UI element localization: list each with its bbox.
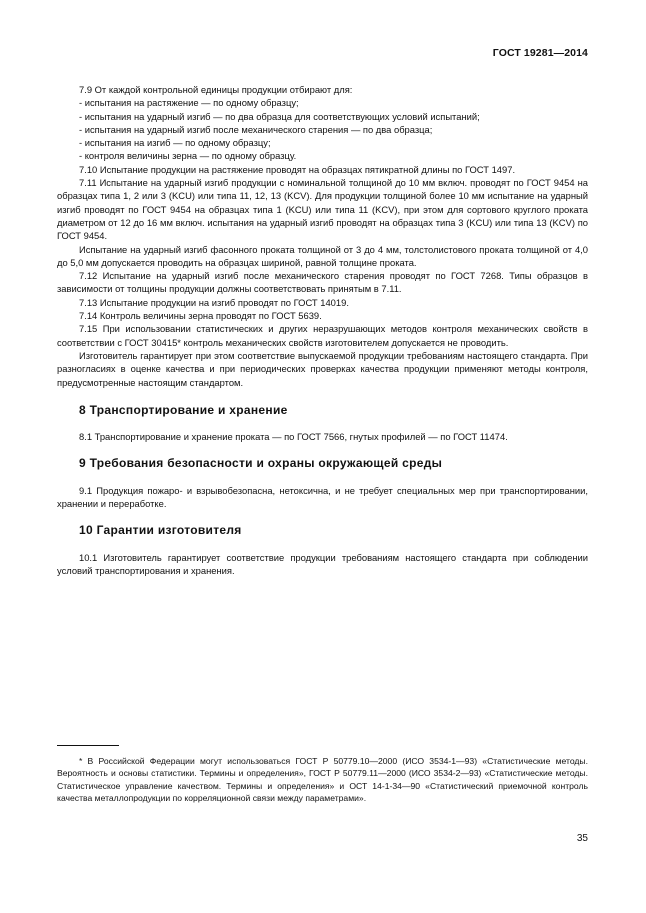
paragraph-7-11-continued: Испытание на ударный изгиб фасонного проката толщиной от 3 до 4 мм, толстолистового проката толщиной от 4,0 до 5,0 мм допускается проводить на образцах шириной, равной толщине проката. bbox=[57, 243, 588, 268]
paragraph-7-9: 7.9 От каждой контрольной единицы продукции отбирают для: bbox=[79, 84, 353, 95]
paragraph-8-1: 8.1 Транспортирование и хранение проката — по ГОСТ 7566, гнутых профилей — по ГОСТ 11474. bbox=[79, 431, 508, 443]
list-item: - испытания на ударный изгиб — по два образца для соответствующих условий испытаний; bbox=[79, 110, 480, 122]
list-item: - испытания на ударный изгиб после механического старения — по два образца; bbox=[79, 123, 433, 135]
paragraph-10-1: 10.1 Изготовитель гарантирует соответствие продукции требованиям настоящего стандарта при соблюдении условий транспортирования и хранения. bbox=[57, 551, 588, 576]
footnote-divider bbox=[57, 745, 119, 746]
footnote bbox=[57, 755, 588, 804]
paragraph-7-13: 7.13 Испытание продукции на изгиб проводят по ГОСТ 14019. bbox=[79, 296, 349, 308]
section-10-heading: 10 Гарантии изготовителя bbox=[79, 523, 242, 538]
main-content bbox=[57, 83, 588, 577]
paragraph-7-15-continued: Изготовитель гарантирует при этом соответствие выпускаемой продукции требованиям настоящего стандарта. При разногласиях в оценке качества и при периодических проверках качества продукции применяют методы контроля, предусмотренные настоящим стандартом. bbox=[57, 349, 588, 388]
page-number: 35 bbox=[576, 833, 588, 844]
paragraph-7-12: 7.12 Испытание на ударный изгиб после механического старения проводят по ГОСТ 7268. Типы образцов в зависимости от толщины продукции должны соответствовать принятым в 7.11. bbox=[57, 270, 588, 295]
paragraph-7-15: 7.15 При использовании статистических и других неразрушающих методов контроля механических свойств в соответствии с ГОСТ 30415* контроль механических свойств изготовителем допускается не проводить. bbox=[57, 323, 588, 348]
list-item: - испытания на растяжение — по одному образцу; bbox=[79, 97, 299, 109]
standard-code-header: ГОСТ 19281—2014 bbox=[492, 47, 588, 59]
paragraph-7-11: 7.11 Испытание на ударный изгиб продукции с номинальной толщиной до 10 мм включ. проводят по ГОСТ 9454 на образцах типа 1, 2 или 3 (KCU) или типа 11, 12, 13 (KCV). Для продукции толщиной более 10 мм испытание на ударный изгиб проводят по ГОСТ 9454 на образцах типа 1 (KCU) или типа 11 (KCV), при этом для сортового круглого проката диаметром от 12 до 16 мм включ. испытания на ударный изгиб проводят на образцах типа 3 (KCU) или типа 13 (KCV) по ГОСТ 9454. bbox=[57, 177, 588, 242]
paragraph-9-1: 9.1 Продукция пожаро- и взрывобезопасна, нетоксична, и не требует специальных мер при транспортировании, хранении и переработке. bbox=[57, 484, 588, 510]
list-item: - испытания на изгиб — по одному образцу; bbox=[79, 137, 271, 149]
paragraph-7-10: 7.10 Испытание продукции на растяжение проводят на образцах пятикратной длины по ГОСТ 1497. bbox=[79, 163, 516, 175]
section-8-heading: 8 Транспортирование и хранение bbox=[79, 402, 288, 417]
section-9-heading: 9 Требования безопасности и охраны окружающей среды bbox=[79, 456, 443, 471]
paragraph-7-14: 7.14 Контроль величины зерна проводят по ГОСТ 5639. bbox=[79, 310, 322, 322]
list-item: - контроля величины зерна — по одному образцу. bbox=[79, 150, 297, 162]
footnote-text: * В Российской Федерации могут использоваться ГОСТ Р 50779.10—2000 (ИСО 3534-1—93) «Статистические методы. Вероятность и основы статистики. Термины и определения», ГОСТ Р 50779.11—2000 (ИСО 3534-2—93) «Статистические методы. Статистическое управление качеством. Термины и определения» и ОСТ 14-1-34—90 «Статистический приемочной контроль качества металлопродукции по корреляционной связи между параметрами». bbox=[57, 756, 588, 803]
